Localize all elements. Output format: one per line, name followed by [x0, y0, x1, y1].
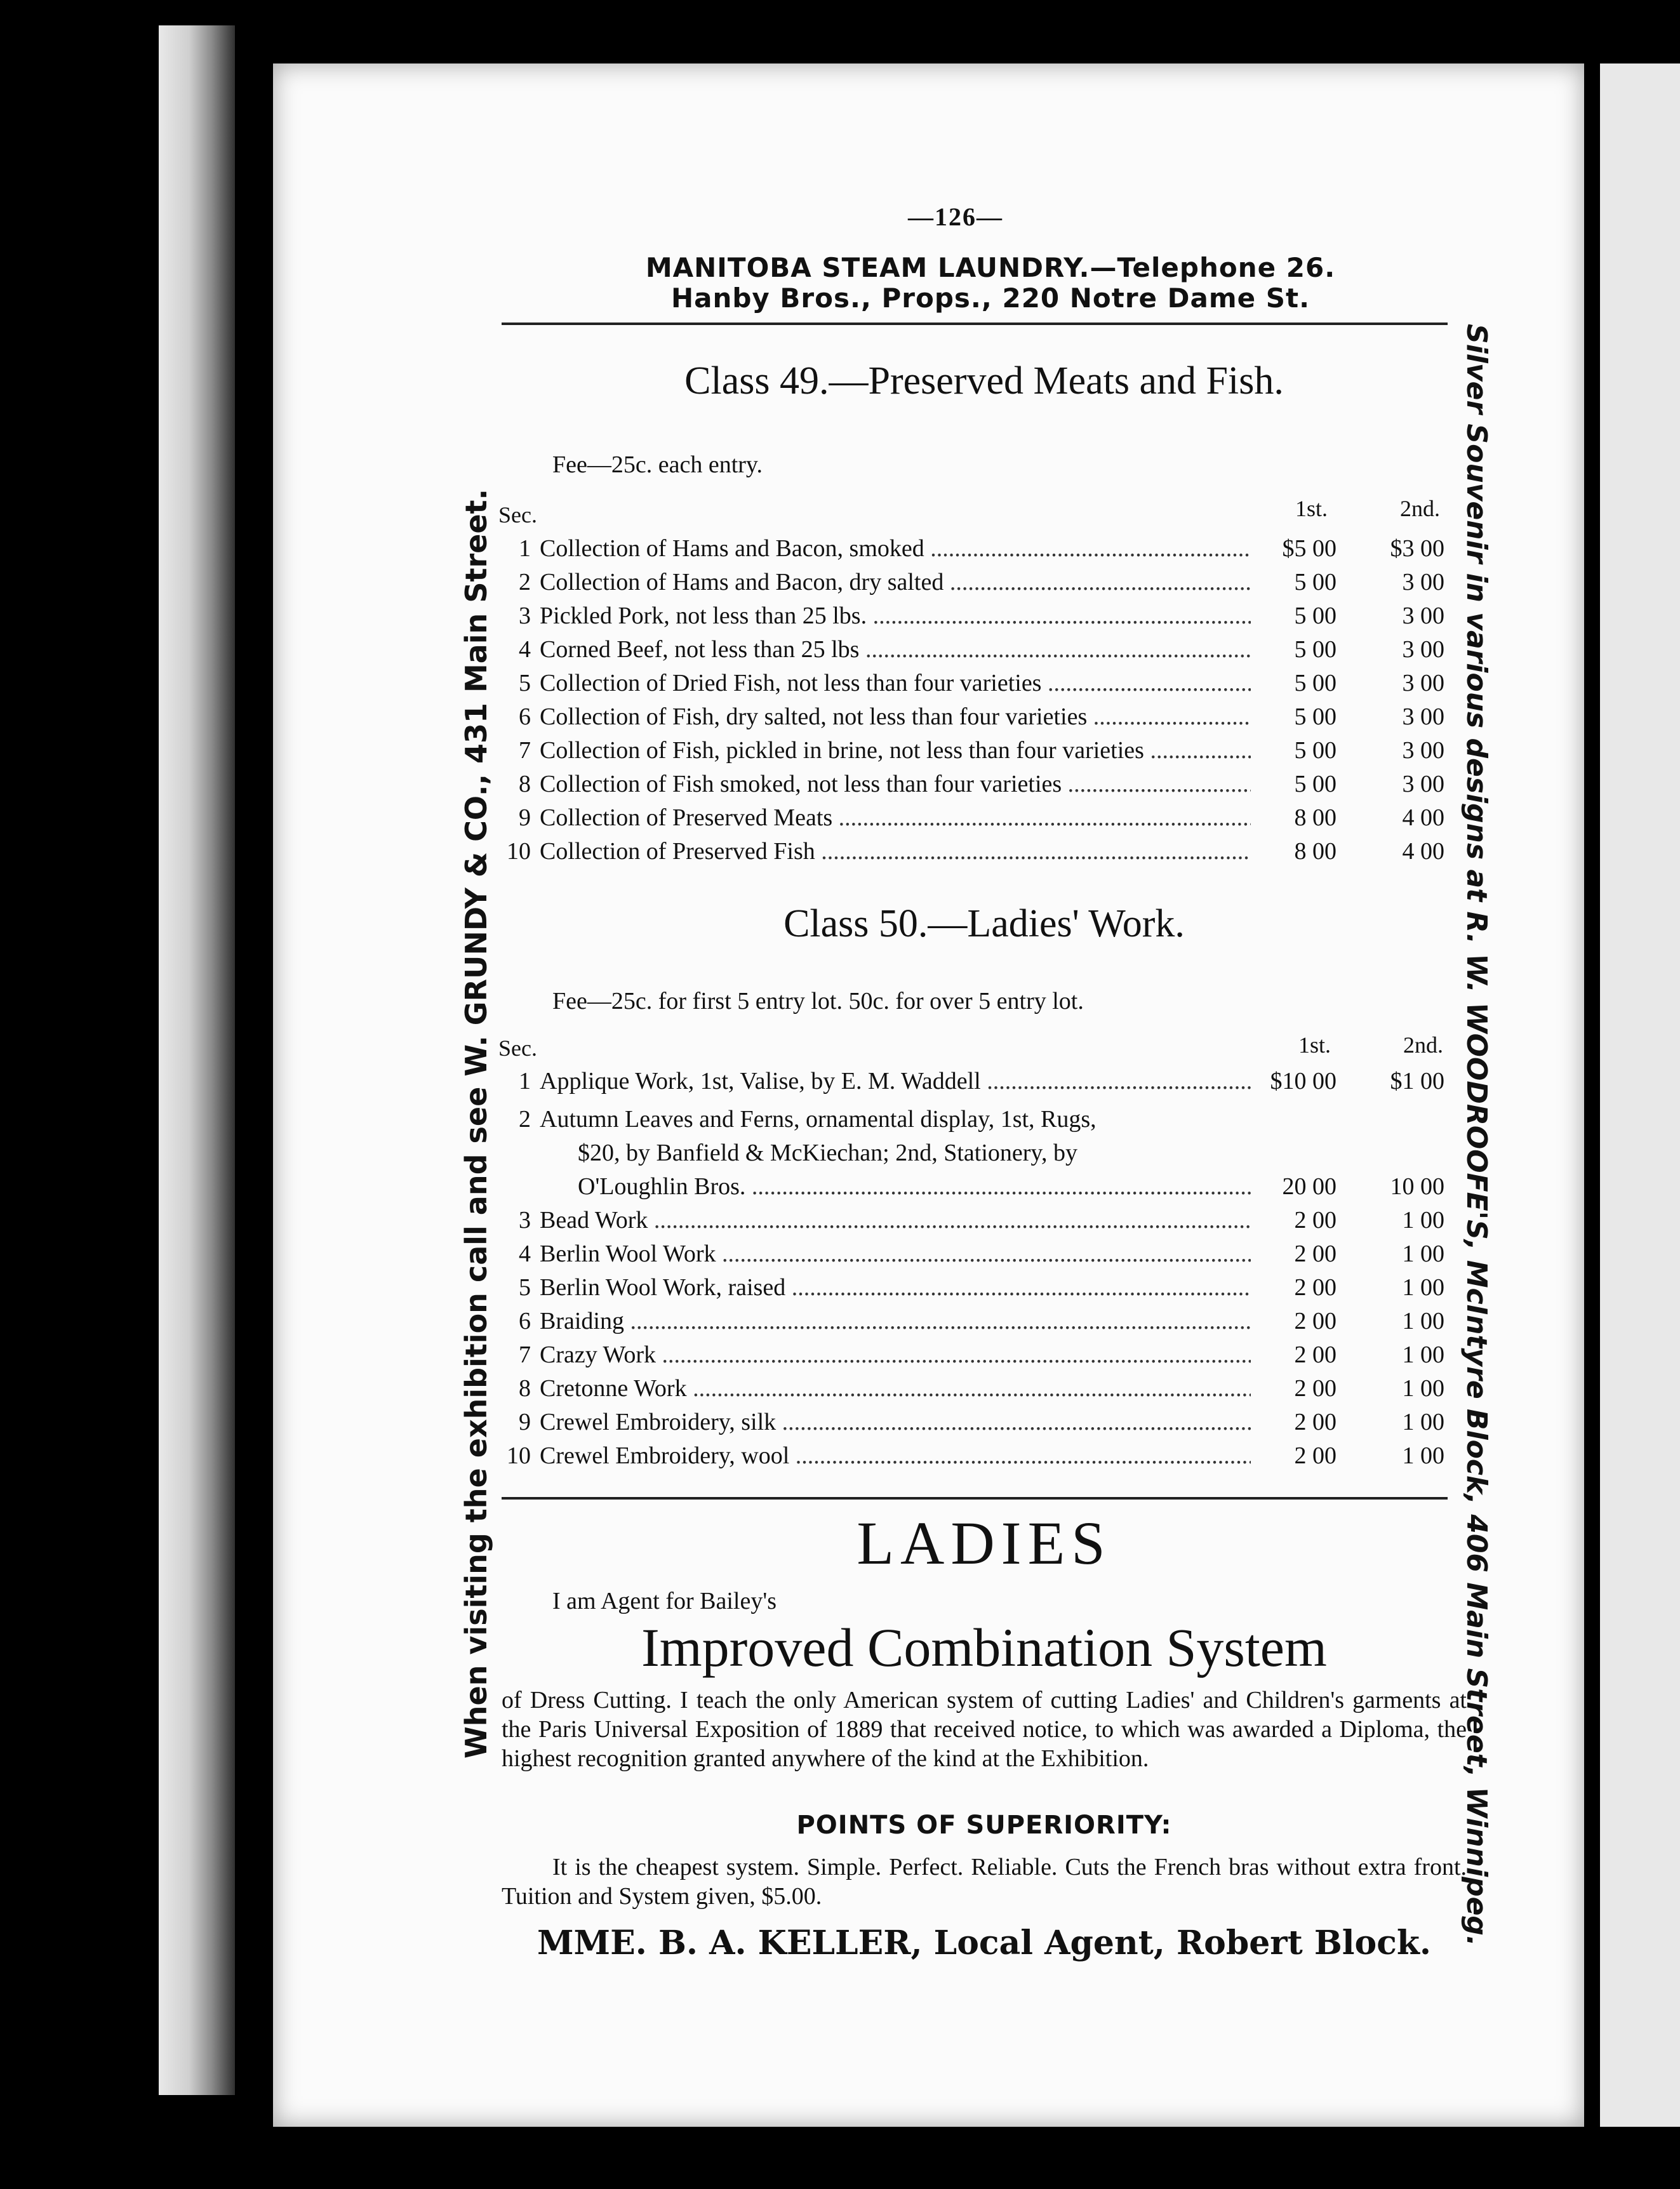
class50-row-10	[495, 1439, 1460, 1472]
header-rule	[502, 323, 1448, 325]
class50-fee: Fee—25c. for first 5 entry lot. 50c. for over 5 entry lot.	[552, 988, 1084, 1015]
first-prize: 5 00	[1294, 602, 1337, 629]
entry-number: 5	[519, 670, 531, 696]
class50-title: Class 50.—Ladies' Work.	[783, 902, 1185, 945]
second-prize: 3 00	[1402, 771, 1444, 797]
class49-row-8	[495, 768, 1460, 801]
second-prize: 3 00	[1402, 703, 1444, 730]
entry-number: 6	[519, 703, 531, 730]
class49-row-2	[495, 566, 1460, 599]
second-prize: 1 00	[1402, 1274, 1444, 1301]
ad-heading: LADIES	[857, 1509, 1112, 1577]
left-margin-advertisement: When visiting the exhibition call and see W. GRUNDY & CO., 431 Main Street.	[459, 489, 493, 1759]
class49-row-6	[495, 700, 1460, 733]
class49-row-9	[495, 801, 1460, 834]
second-prize: 3 00	[1402, 602, 1444, 629]
first-prize: 2 00	[1294, 1241, 1337, 1267]
ad-agent-line: I am Agent for Bailey's	[552, 1588, 777, 1614]
entry-description-line3: O'Loughlin Bros. .....	[578, 1170, 1251, 1203]
ad-body: of Dress Cutting. I teach the only American system of cutting Ladies' and Children's garments at the Paris Universal Exposition of 1889 that received notice, to which was awarded a Diploma, the highest recognition granted anywhere of the kind at the Exhibition.	[502, 1687, 1467, 1772]
scan-binding-strip	[159, 25, 235, 2095]
entry-number: 9	[519, 804, 531, 831]
entry-description: Collection of Preserved Fish .....	[540, 835, 1251, 868]
entry-description: Crewel Embroidery, wool .....	[540, 1439, 1251, 1472]
second-prize: 3 00	[1402, 569, 1444, 595]
class49-title: Class 49.—Preserved Meats and Fish.	[684, 359, 1284, 403]
entry-number: 4	[519, 1241, 531, 1267]
first-prize: 8 00	[1294, 838, 1337, 865]
entry-number: 4	[519, 636, 531, 663]
entry-description-line1: Autumn Leaves and Ferns, ornamental display, 1st, Rugs,	[540, 1106, 1097, 1133]
entry-description: Crewel Embroidery, silk .....	[540, 1406, 1251, 1439]
entry-description: Cretonne Work .....	[540, 1372, 1251, 1405]
class50-row-3	[495, 1204, 1460, 1237]
page-number: —126—	[908, 203, 1003, 231]
class49-row-5	[495, 667, 1460, 700]
second-prize: 3 00	[1402, 737, 1444, 764]
class50-row-9	[495, 1406, 1460, 1439]
entry-description: Berlin Wool Work, raised .....	[540, 1271, 1251, 1304]
entry-description: Bead Work .....	[540, 1204, 1251, 1237]
second-prize: 1 00	[1402, 1442, 1444, 1469]
class49-row-10	[495, 835, 1460, 868]
entry-description: Collection of Hams and Bacon, dry salted .....	[540, 566, 1251, 599]
first-prize: 5 00	[1294, 636, 1337, 663]
ad-points-body: It is the cheapest system. Simple. Perfect. Reliable. Cuts the French bras without extra front. Tuition and System given, $5.00.	[502, 1854, 1467, 1910]
entry-description: Collection of Fish, dry salted, not less than four varieties .....	[540, 700, 1251, 733]
class49-row-4	[495, 633, 1460, 666]
class49-row-7	[495, 734, 1460, 767]
second-prize: 1 00	[1402, 1308, 1444, 1334]
first-prize: 5 00	[1294, 703, 1337, 730]
class50-row-7	[495, 1338, 1460, 1371]
entry-number: 10	[507, 1442, 531, 1469]
section-rule	[502, 1497, 1448, 1500]
second-prize: 10 00	[1390, 1173, 1444, 1200]
class50-col-first: 1st.	[1298, 1032, 1331, 1058]
class50-row-4	[495, 1237, 1460, 1270]
first-prize: 2 00	[1294, 1308, 1337, 1334]
first-prize: 2 00	[1294, 1409, 1337, 1435]
second-prize: 4 00	[1402, 804, 1444, 831]
second-prize: 1 00	[1402, 1375, 1444, 1402]
entry-description: Collection of Dried Fish, not less than four varieties .....	[540, 667, 1251, 700]
first-prize: 2 00	[1294, 1207, 1337, 1234]
second-prize: 1 00	[1402, 1207, 1444, 1234]
first-prize: 5 00	[1294, 737, 1337, 764]
right-margin-advertisement: Silver Souvenir in various designs at R. W. WOODROOFE'S, McIntyre Block, 406 Main Street, Winnipeg.	[1460, 324, 1493, 1946]
class49-col-second: 2nd.	[1400, 496, 1440, 521]
second-prize: 1 00	[1402, 1409, 1444, 1435]
first-prize: 2 00	[1294, 1375, 1337, 1402]
entry-description: Collection of Hams and Bacon, smoked .....	[540, 532, 1251, 565]
ad-points-heading: POINTS OF SUPERIORITY:	[796, 1811, 1172, 1840]
first-prize: 5 00	[1294, 771, 1337, 797]
header-ad-line2: Hanby Bros., Props., 220 Notre Dame St.	[670, 283, 1310, 314]
entry-description: Collection of Preserved Meats .....	[540, 801, 1251, 834]
first-prize: 20 00	[1282, 1173, 1337, 1200]
first-prize: 2 00	[1294, 1442, 1337, 1469]
header-ad-line1: MANITOBA STEAM LAUNDRY.—Telephone 26.	[645, 252, 1336, 283]
class50-row-2	[495, 1170, 1460, 1203]
entry-number: 2	[519, 1106, 531, 1133]
second-prize: 3 00	[1402, 670, 1444, 696]
entry-description: Pickled Pork, not less than 25 lbs. .....	[540, 599, 1251, 632]
second-prize: 3 00	[1402, 636, 1444, 663]
first-prize: $5 00	[1282, 535, 1337, 562]
entry-description: Applique Work, 1st, Valise, by E. M. Waddell .....	[540, 1065, 1251, 1098]
entry-number: 2	[519, 569, 531, 595]
entry-description-line2: $20, by Banfield & McKiechan; 2nd, Stationery, by	[578, 1140, 1077, 1166]
class49-row-3	[495, 599, 1460, 632]
entry-description: Crazy Work .....	[540, 1338, 1251, 1371]
class49-row-1	[495, 532, 1460, 565]
class50-row-5	[495, 1271, 1460, 1304]
class50-row-1	[495, 1065, 1460, 1098]
first-prize: 2 00	[1294, 1274, 1337, 1301]
class50-row-8	[495, 1372, 1460, 1405]
class50-col-second: 2nd.	[1403, 1032, 1443, 1058]
second-prize: 4 00	[1402, 838, 1444, 865]
entry-description: Collection of Fish smoked, not less than four varieties .....	[540, 768, 1251, 801]
entry-number: 8	[519, 771, 531, 797]
scan-next-page-edge	[1600, 63, 1680, 2127]
entry-number: 7	[519, 737, 531, 764]
class49-fee: Fee—25c. each entry.	[552, 451, 763, 478]
class50-col-sec: Sec.	[498, 1035, 537, 1061]
entry-number: 1	[519, 535, 531, 562]
entry-number: 7	[519, 1341, 531, 1368]
entry-description: Braiding .....	[540, 1305, 1251, 1338]
second-prize: $3 00	[1390, 535, 1444, 562]
class49-col-first: 1st.	[1295, 496, 1328, 521]
first-prize: 5 00	[1294, 670, 1337, 696]
entry-number: 3	[519, 1207, 531, 1234]
second-prize: 1 00	[1402, 1341, 1444, 1368]
entry-description: Corned Beef, not less than 25 lbs .....	[540, 633, 1251, 666]
entry-number: 6	[519, 1308, 531, 1334]
ad-signature: MME. B. A. KELLER, Local Agent, Robert Block.	[537, 1924, 1431, 1962]
entry-description: Collection of Fish, pickled in brine, not less than four varieties .....	[540, 734, 1251, 767]
first-prize: $10 00	[1270, 1068, 1337, 1094]
class50-row-6	[495, 1305, 1460, 1338]
entry-number: 8	[519, 1375, 531, 1402]
entry-number: 10	[507, 838, 531, 865]
first-prize: 5 00	[1294, 569, 1337, 595]
first-prize: 8 00	[1294, 804, 1337, 831]
entry-number: 5	[519, 1274, 531, 1301]
first-prize: 2 00	[1294, 1341, 1337, 1368]
class49-col-sec: Sec.	[498, 502, 537, 528]
second-prize: $1 00	[1390, 1068, 1444, 1094]
entry-description: Berlin Wool Work .....	[540, 1237, 1251, 1270]
entry-number: 3	[519, 602, 531, 629]
ad-system-title: Improved Combination System	[641, 1617, 1327, 1678]
second-prize: 1 00	[1402, 1241, 1444, 1267]
entry-number: 1	[519, 1068, 531, 1094]
header-advertisement	[610, 253, 1371, 314]
entry-number: 9	[519, 1409, 531, 1435]
